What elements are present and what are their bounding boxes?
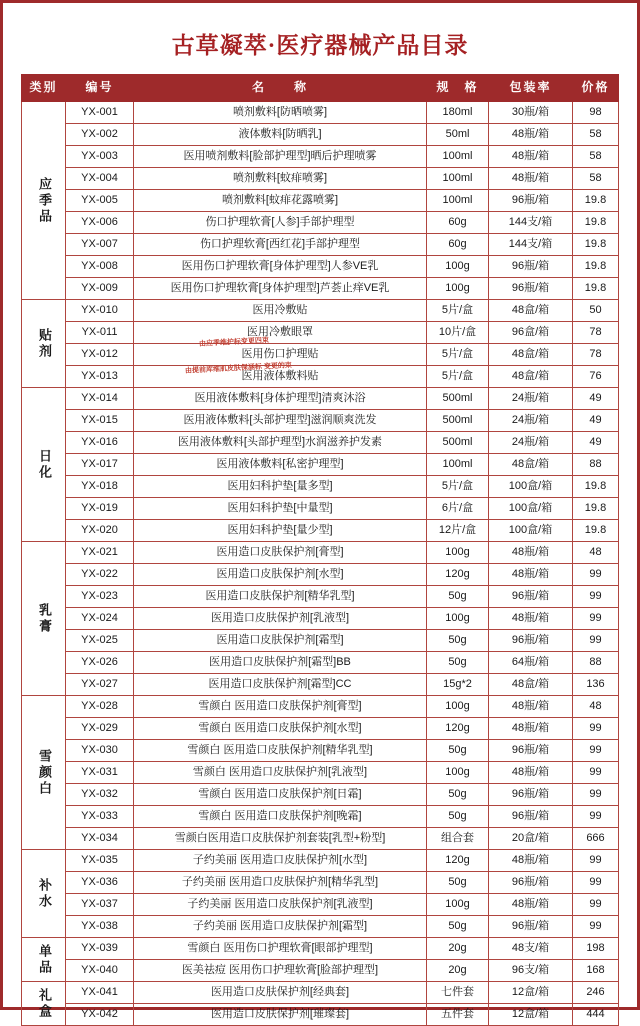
product-spec-cell: 50ml [427, 124, 489, 146]
table-row [22, 146, 619, 168]
product-spec-cell: 100ml [427, 190, 489, 212]
product-code-cell: YX-009 [66, 278, 134, 300]
product-price-cell: 99 [573, 630, 619, 652]
category-cell: 日化 [22, 388, 66, 542]
product-price-cell: 246 [573, 982, 619, 1004]
product-code-cell: YX-005 [66, 190, 134, 212]
product-price-cell: 49 [573, 388, 619, 410]
product-name-cell: 液体敷料[防晒乳] [134, 124, 427, 146]
product-price-cell: 19.8 [573, 498, 619, 520]
table-row [22, 432, 619, 454]
product-spec-cell: 50g [427, 784, 489, 806]
product-price-cell: 48 [573, 542, 619, 564]
product-name-cell: 医用造口皮肤保护剂[乳液型] [134, 608, 427, 630]
product-pack-cell: 96盒/箱 [489, 322, 573, 344]
product-code-cell: YX-026 [66, 652, 134, 674]
table-row [22, 960, 619, 982]
product-pack-cell: 96瓶/箱 [489, 256, 573, 278]
product-price-cell: 88 [573, 652, 619, 674]
product-price-cell: 99 [573, 894, 619, 916]
product-spec-cell: 50g [427, 652, 489, 674]
header-pack: 包装率 [489, 75, 573, 102]
product-pack-cell: 144支/箱 [489, 234, 573, 256]
product-name-cell: 雪颜白 医用造口皮肤保护剂[精华乳型] [134, 740, 427, 762]
product-pack-cell: 48瓶/箱 [489, 608, 573, 630]
table-row [22, 916, 619, 938]
table-row [22, 894, 619, 916]
category-cell: 单品 [22, 938, 66, 982]
product-spec-cell: 5片/盒 [427, 344, 489, 366]
product-price-cell: 58 [573, 168, 619, 190]
table-row [22, 212, 619, 234]
product-pack-cell: 48支/箱 [489, 938, 573, 960]
category-cell: 补水 [22, 850, 66, 938]
product-name-cell: 医用液体敷料[头部护理型]水润滋养护发素 [134, 432, 427, 454]
table-row [22, 938, 619, 960]
product-pack-cell: 100盒/箱 [489, 520, 573, 542]
header-price: 价格 [573, 75, 619, 102]
product-spec-cell: 15g*2 [427, 674, 489, 696]
category-cell: 礼盒 [22, 982, 66, 1026]
product-code-cell: YX-011 [66, 322, 134, 344]
product-name-cell: 雪颜白 医用造口皮肤保护剂[水型] [134, 718, 427, 740]
product-pack-cell: 48瓶/箱 [489, 564, 573, 586]
product-price-cell: 49 [573, 432, 619, 454]
product-name-cell: 医用造口皮肤保护剂[霜型] [134, 630, 427, 652]
product-code-cell: YX-034 [66, 828, 134, 850]
table-row [22, 410, 619, 432]
product-price-cell: 136 [573, 674, 619, 696]
table-row [22, 102, 619, 124]
table-row [22, 608, 619, 630]
product-name-cell: 伤口护理软膏[西红花]手部护理型 [134, 234, 427, 256]
product-price-cell: 99 [573, 762, 619, 784]
product-spec-cell: 20g [427, 938, 489, 960]
product-pack-cell: 96瓶/箱 [489, 586, 573, 608]
product-spec-cell: 50g [427, 872, 489, 894]
product-spec-cell: 100g [427, 278, 489, 300]
product-price-cell: 99 [573, 850, 619, 872]
product-catalog-table [21, 74, 619, 1026]
product-name-cell: 子约美丽 医用造口皮肤保护剂[乳液型] [134, 894, 427, 916]
header-name: 名 称 [134, 75, 427, 102]
product-price-cell: 58 [573, 124, 619, 146]
product-pack-cell: 96瓶/箱 [489, 784, 573, 806]
product-pack-cell: 48瓶/箱 [489, 762, 573, 784]
product-spec-cell: 12片/盒 [427, 520, 489, 542]
product-price-cell: 19.8 [573, 520, 619, 542]
table-row [22, 762, 619, 784]
product-spec-cell: 100ml [427, 454, 489, 476]
product-pack-cell: 12盒/箱 [489, 1004, 573, 1026]
product-spec-cell: 100g [427, 256, 489, 278]
product-code-cell: YX-018 [66, 476, 134, 498]
product-spec-cell: 七件套 [427, 982, 489, 1004]
product-spec-cell: 5片/盒 [427, 476, 489, 498]
page-title: 古草凝萃·医疗器械产品目录 [171, 33, 469, 58]
product-name-cell: 医用造口皮肤保护剂[精华乳型] [134, 586, 427, 608]
product-spec-cell: 60g [427, 212, 489, 234]
product-pack-cell: 48瓶/箱 [489, 542, 573, 564]
product-name-cell: 雪颜白 医用伤口护理软膏[眼部护理型] [134, 938, 427, 960]
product-name-cell: 喷剂敷料[防晒喷雾] [134, 102, 427, 124]
product-name-cell: 医美祛痘 医用伤口护理软膏[脸部护理型] [134, 960, 427, 982]
product-code-cell: YX-017 [66, 454, 134, 476]
product-name-cell: 喷剂敷料[蚊痱喷雾] [134, 168, 427, 190]
table-row [22, 872, 619, 894]
product-name-cell: 医用液体敷料[身体护理型]清爽沐浴 [134, 388, 427, 410]
product-name-cell: 医用液体敷料贴 [134, 366, 427, 388]
product-pack-cell: 48瓶/箱 [489, 894, 573, 916]
table-body [22, 102, 619, 1026]
product-price-cell: 444 [573, 1004, 619, 1026]
table-row [22, 366, 619, 388]
product-code-cell: YX-037 [66, 894, 134, 916]
product-name-cell: 雪颜白 医用造口皮肤保护剂[膏型] [134, 696, 427, 718]
product-name-cell: 喷剂敷料[蚊痱花露喷雾] [134, 190, 427, 212]
product-name-cell: 雪颜白 医用造口皮肤保护剂[乳液型] [134, 762, 427, 784]
product-pack-cell: 48瓶/箱 [489, 850, 573, 872]
product-code-cell: YX-007 [66, 234, 134, 256]
table-header-row [22, 75, 619, 102]
product-code-cell: YX-012 [66, 344, 134, 366]
product-pack-cell: 96瓶/箱 [489, 872, 573, 894]
product-pack-cell: 96瓶/箱 [489, 278, 573, 300]
product-code-cell: YX-041 [66, 982, 134, 1004]
product-spec-cell: 120g [427, 850, 489, 872]
product-code-cell: YX-015 [66, 410, 134, 432]
product-code-cell: YX-038 [66, 916, 134, 938]
product-spec-cell: 100g [427, 542, 489, 564]
table-row [22, 454, 619, 476]
product-code-cell: YX-036 [66, 872, 134, 894]
product-price-cell: 99 [573, 740, 619, 762]
product-pack-cell: 24瓶/箱 [489, 410, 573, 432]
product-name-cell: 医用冷敷眼罩 [134, 322, 427, 344]
product-pack-cell: 24瓶/箱 [489, 388, 573, 410]
table-row [22, 542, 619, 564]
product-price-cell: 168 [573, 960, 619, 982]
product-pack-cell: 30瓶/箱 [489, 102, 573, 124]
product-price-cell: 98 [573, 102, 619, 124]
product-price-cell: 19.8 [573, 190, 619, 212]
table-row [22, 234, 619, 256]
product-spec-cell: 20g [427, 960, 489, 982]
product-pack-cell: 144支/箱 [489, 212, 573, 234]
product-pack-cell: 12盒/箱 [489, 982, 573, 1004]
table-row [22, 982, 619, 1004]
product-code-cell: YX-030 [66, 740, 134, 762]
table-row [22, 168, 619, 190]
product-price-cell: 19.8 [573, 212, 619, 234]
product-spec-cell: 50g [427, 740, 489, 762]
table-row [22, 740, 619, 762]
product-name-cell: 医用妇科护垫[中量型] [134, 498, 427, 520]
product-name-cell: 医用妇科护垫[量多型] [134, 476, 427, 498]
product-spec-cell: 100g [427, 762, 489, 784]
product-price-cell: 19.8 [573, 234, 619, 256]
product-pack-cell: 48瓶/箱 [489, 718, 573, 740]
table-row [22, 388, 619, 410]
product-code-cell: YX-010 [66, 300, 134, 322]
product-name-cell: 医用伤口护理软膏[身体护理型]人参VE乳 [134, 256, 427, 278]
product-name-cell: 医用造口皮肤保护剂[璀璨套] [134, 1004, 427, 1026]
product-name-cell: 医用妇科护垫[量少型] [134, 520, 427, 542]
product-spec-cell: 120g [427, 564, 489, 586]
product-price-cell: 99 [573, 916, 619, 938]
product-price-cell: 19.8 [573, 256, 619, 278]
product-pack-cell: 48盒/箱 [489, 674, 573, 696]
product-pack-cell: 96支/箱 [489, 960, 573, 982]
product-pack-cell: 20盒/箱 [489, 828, 573, 850]
category-cell: 雪颜白 [22, 696, 66, 850]
product-code-cell: YX-025 [66, 630, 134, 652]
product-price-cell: 19.8 [573, 278, 619, 300]
product-price-cell: 49 [573, 410, 619, 432]
product-price-cell: 88 [573, 454, 619, 476]
product-name-cell: 医用液体敷料[头部护理型]滋润顺爽洗发 [134, 410, 427, 432]
product-code-cell: YX-035 [66, 850, 134, 872]
product-pack-cell: 48盒/箱 [489, 366, 573, 388]
product-code-cell: YX-024 [66, 608, 134, 630]
product-spec-cell: 50g [427, 630, 489, 652]
product-code-cell: YX-014 [66, 388, 134, 410]
product-code-cell: YX-020 [66, 520, 134, 542]
product-pack-cell: 48瓶/箱 [489, 696, 573, 718]
product-spec-cell: 100g [427, 894, 489, 916]
product-price-cell: 76 [573, 366, 619, 388]
product-name-cell: 子约美丽 医用造口皮肤保护剂[霜型] [134, 916, 427, 938]
table-row [22, 322, 619, 344]
product-spec-cell: 120g [427, 718, 489, 740]
product-spec-cell: 五件套 [427, 1004, 489, 1026]
product-pack-cell: 24瓶/箱 [489, 432, 573, 454]
table-row [22, 674, 619, 696]
product-spec-cell: 50g [427, 806, 489, 828]
product-price-cell: 19.8 [573, 476, 619, 498]
product-pack-cell: 48瓶/箱 [489, 146, 573, 168]
product-price-cell: 666 [573, 828, 619, 850]
product-spec-cell: 180ml [427, 102, 489, 124]
product-price-cell: 99 [573, 564, 619, 586]
product-code-cell: YX-002 [66, 124, 134, 146]
product-pack-cell: 48瓶/箱 [489, 168, 573, 190]
product-name-cell: 雪颜白 医用造口皮肤保护剂[晚霜] [134, 806, 427, 828]
table-row [22, 564, 619, 586]
product-code-cell: YX-013 [66, 366, 134, 388]
table-row [22, 1004, 619, 1026]
product-price-cell: 198 [573, 938, 619, 960]
product-name-cell: 医用液体敷料[私密护理型] [134, 454, 427, 476]
product-price-cell: 99 [573, 872, 619, 894]
product-spec-cell: 500ml [427, 388, 489, 410]
table-row [22, 586, 619, 608]
product-name-cell: 医用喷剂敷料[脸部护理型]晒后护理喷雾 [134, 146, 427, 168]
product-price-cell: 78 [573, 344, 619, 366]
header-spec: 规 格 [427, 75, 489, 102]
product-name-cell: 雪颜白 医用造口皮肤保护剂[日霜] [134, 784, 427, 806]
annotation-stamp-1: 由应季维护标变更四束 [198, 337, 270, 348]
product-price-cell: 50 [573, 300, 619, 322]
product-code-cell: YX-022 [66, 564, 134, 586]
table-row [22, 630, 619, 652]
header-code: 编号 [66, 75, 134, 102]
product-pack-cell: 100盒/箱 [489, 498, 573, 520]
table-row [22, 784, 619, 806]
product-spec-cell: 10片/盒 [427, 322, 489, 344]
product-code-cell: YX-004 [66, 168, 134, 190]
product-pack-cell: 48盒/箱 [489, 344, 573, 366]
product-code-cell: YX-021 [66, 542, 134, 564]
table-row [22, 256, 619, 278]
product-name-cell: 雪颜白医用造口皮肤保护剂套装[乳型+粉型] [134, 828, 427, 850]
product-name-cell: 子约美丽 医用造口皮肤保护剂[水型] [134, 850, 427, 872]
product-spec-cell: 100g [427, 608, 489, 630]
product-name-cell: 医用造口皮肤保护剂[霜型]CC [134, 674, 427, 696]
product-name-cell: 伤口护理软膏[人参]手部护理型 [134, 212, 427, 234]
product-spec-cell: 5片/盒 [427, 300, 489, 322]
product-spec-cell: 6片/盒 [427, 498, 489, 520]
product-pack-cell: 100盒/箱 [489, 476, 573, 498]
product-code-cell: YX-042 [66, 1004, 134, 1026]
table-row [22, 190, 619, 212]
product-code-cell: YX-006 [66, 212, 134, 234]
product-pack-cell: 96瓶/箱 [489, 740, 573, 762]
product-code-cell: YX-019 [66, 498, 134, 520]
product-spec-cell: 60g [427, 234, 489, 256]
product-code-cell: YX-028 [66, 696, 134, 718]
product-spec-cell: 100ml [427, 168, 489, 190]
product-pack-cell: 48盒/箱 [489, 300, 573, 322]
product-spec-cell: 100ml [427, 146, 489, 168]
product-code-cell: YX-023 [66, 586, 134, 608]
table-row [22, 850, 619, 872]
table-row [22, 344, 619, 366]
product-spec-cell: 500ml [427, 410, 489, 432]
product-price-cell: 99 [573, 784, 619, 806]
product-code-cell: YX-031 [66, 762, 134, 784]
product-code-cell: YX-029 [66, 718, 134, 740]
product-name-cell: 医用冷敷贴 [134, 300, 427, 322]
product-pack-cell: 96瓶/箱 [489, 806, 573, 828]
annotation-stamp-2: 由提前库维肌皮肤保涵标 变更的束 [184, 362, 293, 375]
product-code-cell: YX-040 [66, 960, 134, 982]
category-cell: 乳膏 [22, 542, 66, 696]
table-row [22, 476, 619, 498]
product-code-cell: YX-033 [66, 806, 134, 828]
product-spec-cell: 500ml [427, 432, 489, 454]
table-row [22, 300, 619, 322]
table-row [22, 718, 619, 740]
product-pack-cell: 48盒/箱 [489, 454, 573, 476]
product-price-cell: 58 [573, 146, 619, 168]
product-name-cell: 医用造口皮肤保护剂[膏型] [134, 542, 427, 564]
product-name-cell: 医用造口皮肤保护剂[经典套] [134, 982, 427, 1004]
product-spec-cell: 100g [427, 696, 489, 718]
product-price-cell: 99 [573, 718, 619, 740]
product-pack-cell: 96瓶/箱 [489, 916, 573, 938]
product-spec-cell: 5片/盒 [427, 366, 489, 388]
product-spec-cell: 组合套 [427, 828, 489, 850]
product-name-cell: 医用造口皮肤保护剂[霜型]BB [134, 652, 427, 674]
product-code-cell: YX-003 [66, 146, 134, 168]
table-row [22, 124, 619, 146]
category-cell: 应季品 [22, 102, 66, 300]
product-code-cell: YX-027 [66, 674, 134, 696]
table-row [22, 828, 619, 850]
product-code-cell: YX-032 [66, 784, 134, 806]
product-pack-cell: 96瓶/箱 [489, 190, 573, 212]
product-price-cell: 99 [573, 806, 619, 828]
product-pack-cell: 64瓶/箱 [489, 652, 573, 674]
header-category: 类别 [22, 75, 66, 102]
table-row [22, 498, 619, 520]
product-code-cell: YX-008 [66, 256, 134, 278]
product-price-cell: 99 [573, 586, 619, 608]
product-code-cell: YX-001 [66, 102, 134, 124]
table-row [22, 652, 619, 674]
product-code-cell: YX-016 [66, 432, 134, 454]
table-row [22, 696, 619, 718]
product-spec-cell: 50g [427, 586, 489, 608]
product-name-cell: 医用造口皮肤保护剂[水型] [134, 564, 427, 586]
product-price-cell: 78 [573, 322, 619, 344]
product-pack-cell: 48瓶/箱 [489, 124, 573, 146]
product-price-cell: 48 [573, 696, 619, 718]
product-name-cell: 子约美丽 医用造口皮肤保护剂[精华乳型] [134, 872, 427, 894]
category-cell: 贴剂 [22, 300, 66, 388]
product-spec-cell: 50g [427, 916, 489, 938]
table-row [22, 520, 619, 542]
product-code-cell: YX-039 [66, 938, 134, 960]
product-price-cell: 99 [573, 608, 619, 630]
product-name-cell: 医用伤口护理贴 [134, 344, 427, 366]
product-pack-cell: 96瓶/箱 [489, 630, 573, 652]
table-row [22, 278, 619, 300]
table-row [22, 806, 619, 828]
product-name-cell: 医用伤口护理软膏[身体护理型]芦荟止痒VE乳 [134, 278, 427, 300]
